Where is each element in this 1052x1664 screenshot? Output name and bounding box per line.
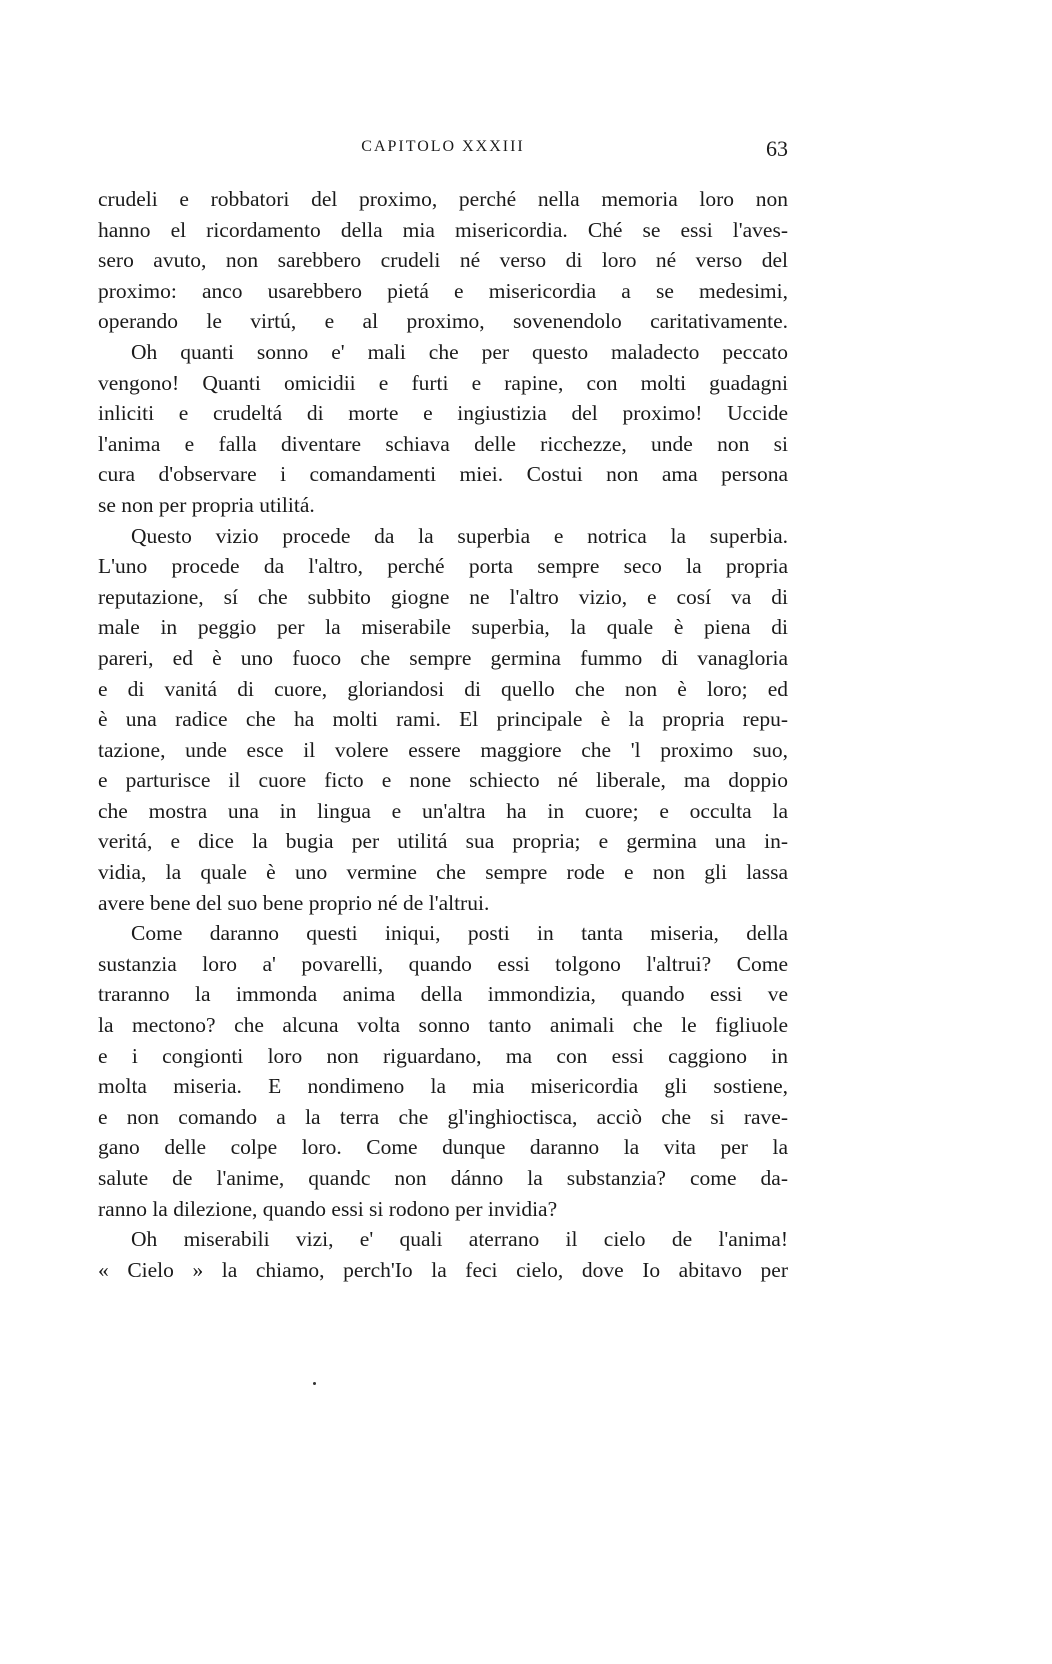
text-line: molta miseria. E nondimeno la mia misericordia gli sostiene,: [98, 1074, 788, 1099]
paragraph-end-line: avere bene del suo bene proprio né de l'altrui.: [98, 890, 490, 915]
paragraph-end-line: ranno la dilezione, quando essi si rodono per invidia?: [98, 1196, 558, 1221]
running-head: [98, 136, 788, 166]
text-line: sero avuto, non sarebbero crudeli né verso di loro né verso del: [98, 248, 788, 273]
text-line: la mectono? che alcuna volta sonno tanto animali che le figliuole: [98, 1013, 788, 1038]
text-line: gano delle colpe loro. Come dunque daranno la vita per la: [98, 1135, 788, 1160]
text-line: e di vanitá di cuore, gloriandosi di quello che non è loro; ed: [98, 676, 788, 701]
text-line: « Cielo » la chiamo, perch'Io la feci cielo, dove Io abitavo per: [98, 1257, 788, 1282]
text-line: che mostra una in lingua e un'altra ha in cuore; e occulta la: [98, 798, 788, 823]
text-line: veritá, e dice la bugia per utilitá sua propria; e germina una in-: [98, 829, 788, 854]
text-line: traranno la immonda anima della immondizia, quando essi ve: [98, 982, 788, 1007]
paragraph-start-line: Questo vizio procede da la superbia e notrica la superbia.: [131, 523, 788, 548]
text-line: reputazione, sí che subbito giogne ne l'altro vizio, e cosí va di: [98, 584, 788, 609]
text-line: sustanzia loro a' povarelli, quando essi tolgono l'altrui? Come: [98, 951, 788, 976]
text-line: tazione, unde esce il volere essere maggiore che 'l proximo suo,: [98, 737, 788, 762]
running-title: CAPITOLO XXXIII: [361, 138, 525, 155]
paragraph-start-line: Oh quanti sonno e' mali che per questo maladecto peccato: [131, 339, 788, 364]
text-line: è una radice che ha molti rami. El principale è la propria repu-: [98, 707, 788, 732]
text-line: vidia, la quale è uno vermine che sempre rode e non gli lassa: [98, 860, 788, 885]
text-line: male in peggio per la miserabile superbia, la quale è piena di: [98, 615, 788, 640]
text-line: crudeli e robbatori del proximo, perché nella memoria loro non: [98, 187, 788, 211]
page-number: 63: [766, 136, 788, 161]
paragraph-end-line: se non per propria utilitá.: [98, 492, 315, 517]
text-line: salute de l'anime, quandc non dánno la substanzia? come da-: [98, 1166, 788, 1190]
text-line: vengono! Quanti omicidii e furti e rapine, con molti guadagni: [98, 370, 788, 395]
text-line: e non comando a la terra che gl'inghioctisca, acciò che si rave-: [98, 1104, 788, 1129]
text-line: l'anima e falla diventare schiava delle ricchezze, unde non si: [98, 431, 788, 456]
text-line: cura d'observare i comandamenti miei. Costui non ama persona: [98, 462, 788, 487]
text-line: pareri, ed è uno fuoco che sempre germina fummo di vanagloria: [98, 645, 788, 670]
text-line: hanno el ricordamento della mia misericordia. Ché se essi l'aves-: [98, 217, 788, 242]
paragraph-start-line: Oh miserabili vizi, e' quali aterrano il cielo de l'anima!: [131, 1227, 788, 1252]
body-text: [98, 184, 788, 1285]
text-line: e i congionti loro non riguardano, ma con essi caggiono in: [98, 1043, 788, 1068]
paragraph-start-line: Come daranno questi iniqui, posti in tanta miseria, della: [131, 921, 788, 946]
text-line: L'uno procede da l'altro, perché porta sempre seco la propria: [98, 554, 788, 579]
text-line: operando le virtú, e al proximo, sovenendolo caritativamente.: [98, 309, 788, 334]
text-line: e parturisce il cuore ficto e none schiecto né liberale, ma doppio: [98, 768, 788, 793]
text-line: proximo: anco usarebbero pietá e misericordia a se medesimi,: [98, 278, 788, 303]
stray-ink-dot: [313, 1382, 316, 1385]
text-line: inliciti e crudeltá di morte e ingiustizia del proximo! Uccide: [98, 401, 788, 426]
